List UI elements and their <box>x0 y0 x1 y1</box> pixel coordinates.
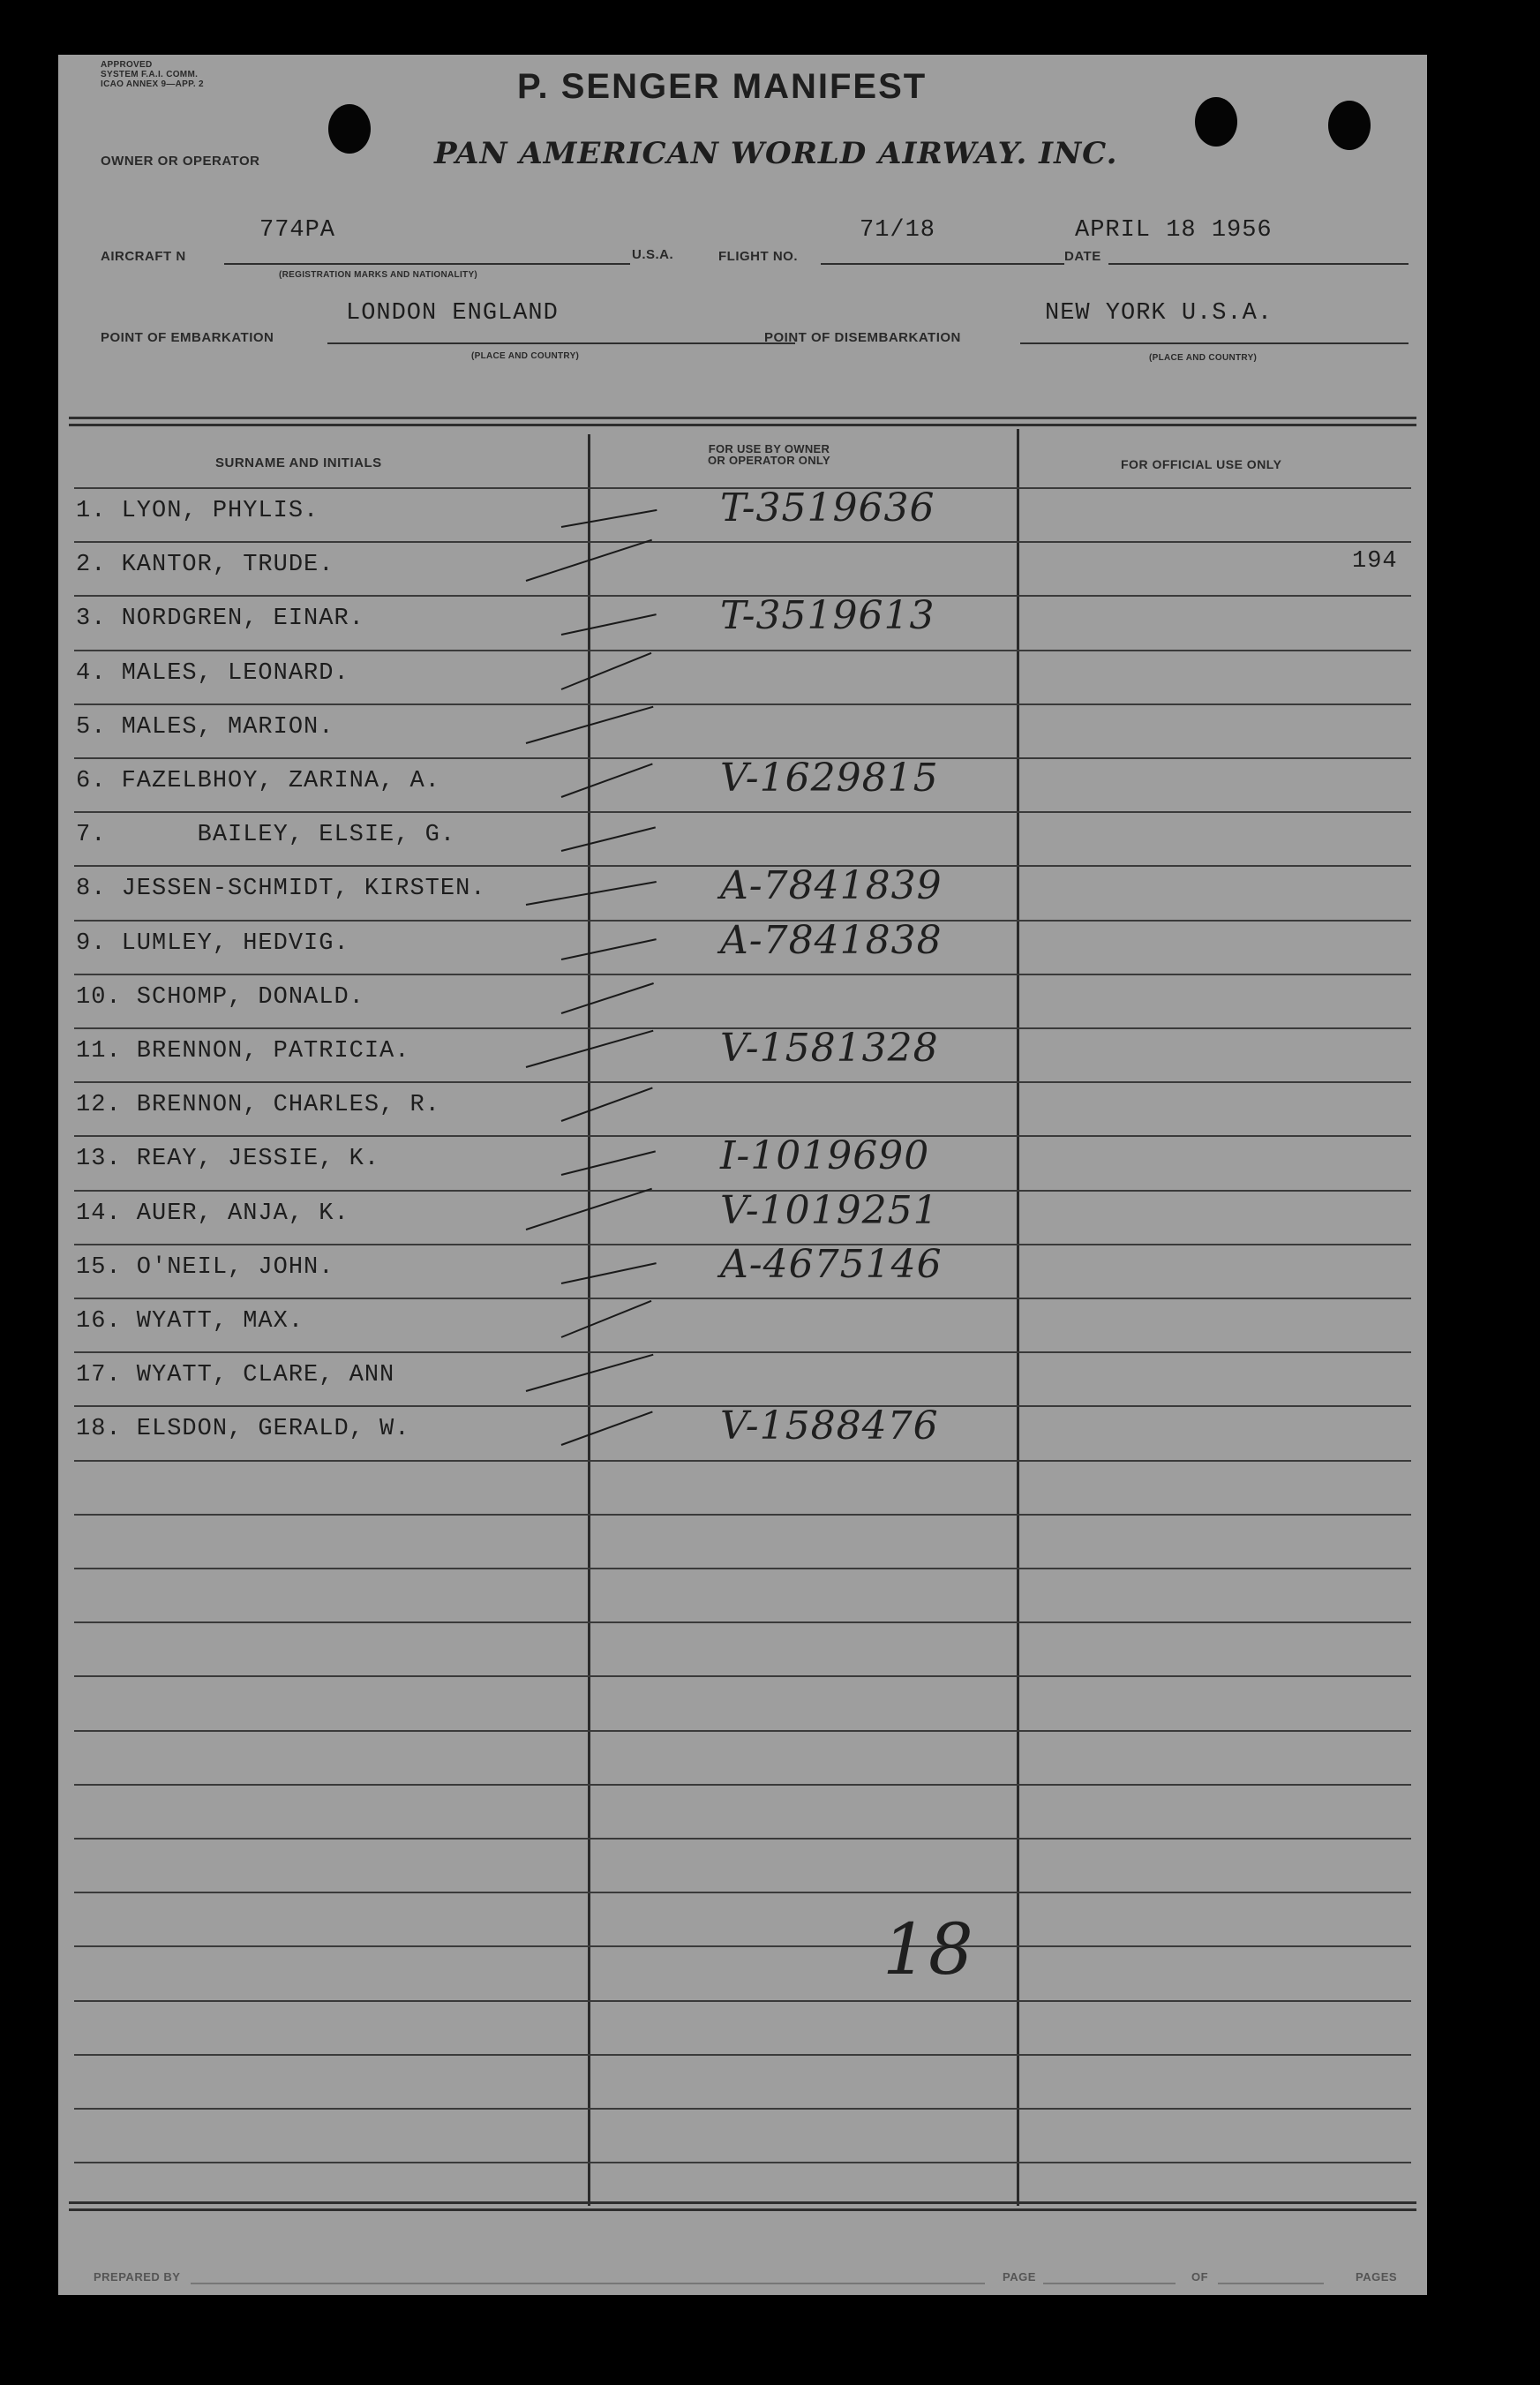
check-mark <box>561 982 654 1014</box>
approval-line-1: APPROVED <box>101 60 153 70</box>
passport-number: V-1019251 <box>720 1187 939 1233</box>
table-rule <box>74 1081 1411 1083</box>
check-mark <box>561 651 652 689</box>
passport-number: I-1019690 <box>720 1133 930 1179</box>
registration-note: (REGISTRATION MARKS AND NATIONALITY) <box>279 270 478 280</box>
date-value: APRIL 18 1956 <box>1075 217 1273 244</box>
approval-line-3: ICAO ANNEX 9—APP. 2 <box>101 79 204 89</box>
check-mark <box>561 614 657 636</box>
check-mark <box>561 763 653 798</box>
column-header-owner-use <box>708 443 830 466</box>
prepared-by-label: PREPARED BY <box>94 2270 181 2283</box>
table-rule <box>74 1945 1411 1947</box>
owner-use-line-2: OR OPERATOR ONLY <box>708 454 830 467</box>
passenger-name: 17. WYATT, CLARE, ANN <box>76 1362 395 1389</box>
check-mark <box>561 938 657 960</box>
passport-number: V-1581328 <box>720 1026 939 1071</box>
punch-hole-2 <box>1195 97 1237 147</box>
disembarkation-value: NEW YORK U.S.A. <box>1045 300 1273 327</box>
passport-number: V-1588476 <box>720 1403 939 1449</box>
date-label: DATE <box>1064 249 1101 264</box>
passport-number: A-7841838 <box>720 917 943 963</box>
page-label: PAGE <box>1003 2270 1036 2283</box>
passport-number: T-3519636 <box>720 485 935 530</box>
passenger-name: 15. O'NEIL, JOHN. <box>76 1253 334 1281</box>
passenger-name: 2. KANTOR, TRUDE. <box>76 552 334 579</box>
disembarkation-label: POINT OF DISEMBARKATION <box>764 330 961 345</box>
check-mark <box>526 881 657 906</box>
punch-hole-1 <box>328 104 371 154</box>
table-rule <box>74 1568 1411 1569</box>
table-rule <box>74 1351 1411 1353</box>
check-mark <box>561 827 656 853</box>
table-rule <box>74 2162 1411 2163</box>
passenger-name: 13. REAY, JESSIE, K. <box>76 1146 380 1173</box>
passenger-name: 1. LYON, PHYLIS. <box>76 498 319 524</box>
of-label: OF <box>1191 2270 1209 2283</box>
table-rule <box>74 1621 1411 1623</box>
punch-hole-3 <box>1328 101 1371 150</box>
owner-use-line-1: FOR USE BY OWNER <box>708 442 830 455</box>
passport-number: V-1629815 <box>720 756 939 801</box>
column-header-official: FOR OFFICIAL USE ONLY <box>1121 457 1282 471</box>
table-rule <box>74 811 1411 813</box>
passenger-name: 12. BRENNON, CHARLES, R. <box>76 1092 440 1119</box>
flight-label: FLIGHT NO. <box>718 249 798 264</box>
owner-value: PAN AMERICAN WORLD AIRWAY. INC. <box>434 136 1118 171</box>
aircraft-label: AIRCRAFT N <box>101 249 186 264</box>
table-rule <box>74 541 1411 543</box>
passenger-name: 16. WYATT, MAX. <box>76 1308 304 1335</box>
pages-label: PAGES <box>1356 2270 1398 2283</box>
table-rule <box>74 2054 1411 2056</box>
check-mark <box>561 1087 653 1123</box>
check-mark <box>561 1262 657 1284</box>
table-rule <box>74 650 1411 651</box>
passenger-name: 5. MALES, MARION. <box>76 713 334 741</box>
table-rule <box>74 1892 1411 1893</box>
check-mark <box>561 1411 653 1447</box>
check-mark <box>561 1300 652 1338</box>
embarkation-label: POINT OF EMBARKATION <box>101 330 274 345</box>
check-mark <box>561 509 657 528</box>
passenger-name: 14. AUER, ANJA, K. <box>76 1200 349 1227</box>
approval-block <box>101 60 204 89</box>
handwritten-total: 18 <box>883 1908 974 1990</box>
passenger-name: 10. SCHOMP, DONALD. <box>76 983 364 1011</box>
passenger-name: 4. MALES, LEONARD. <box>76 659 349 687</box>
passenger-name: 8. JESSEN-SCHMIDT, KIRSTEN. <box>76 876 486 903</box>
passport-number: A-4675146 <box>720 1241 943 1287</box>
passenger-name: 11. BRENNON, PATRICIA. <box>76 1038 410 1065</box>
aircraft-value: 774PA <box>259 217 336 244</box>
table-rule <box>74 1514 1411 1516</box>
table-rule <box>74 1838 1411 1840</box>
table-rule <box>74 2108 1411 2110</box>
passenger-name: 3. NORDGREN, EINAR. <box>76 606 364 633</box>
passenger-name: 18. ELSDON, GERALD, W. <box>76 1416 410 1443</box>
column-header-surname: SURNAME AND INITIALS <box>215 455 382 470</box>
table-rule <box>74 1298 1411 1299</box>
passenger-name: 7. BAILEY, ELSIE, G. <box>76 822 456 849</box>
table-rule <box>74 1675 1411 1677</box>
table-rule <box>74 1784 1411 1786</box>
place-note-2: (PLACE AND COUNTRY) <box>1149 353 1258 363</box>
passenger-name: 6. FAZELBHOY, ZARINA, A. <box>76 768 440 794</box>
approval-line-2: SYSTEM F.A.I. COMM. <box>101 70 199 79</box>
check-mark <box>561 1151 656 1177</box>
passport-number: A-7841839 <box>720 863 943 909</box>
flight-value: 71/18 <box>860 217 936 244</box>
official-use-value: 194 <box>1352 548 1398 576</box>
page-title: P. SENGER MANIFEST <box>517 67 928 106</box>
passport-number: T-3519613 <box>720 593 935 639</box>
owner-label: OWNER OR OPERATOR <box>101 154 260 169</box>
manifest-sheet <box>58 55 1427 2295</box>
table-rule <box>74 1730 1411 1732</box>
table-rule <box>74 703 1411 705</box>
embarkation-value: LONDON ENGLAND <box>346 300 559 327</box>
table-rule <box>74 2000 1411 2002</box>
table-rule <box>74 974 1411 975</box>
place-note-1: (PLACE AND COUNTRY) <box>471 351 580 361</box>
usa-label: U.S.A. <box>632 247 674 262</box>
passenger-name: 9. LUMLEY, HEDVIG. <box>76 929 349 957</box>
table-rule <box>74 1460 1411 1462</box>
